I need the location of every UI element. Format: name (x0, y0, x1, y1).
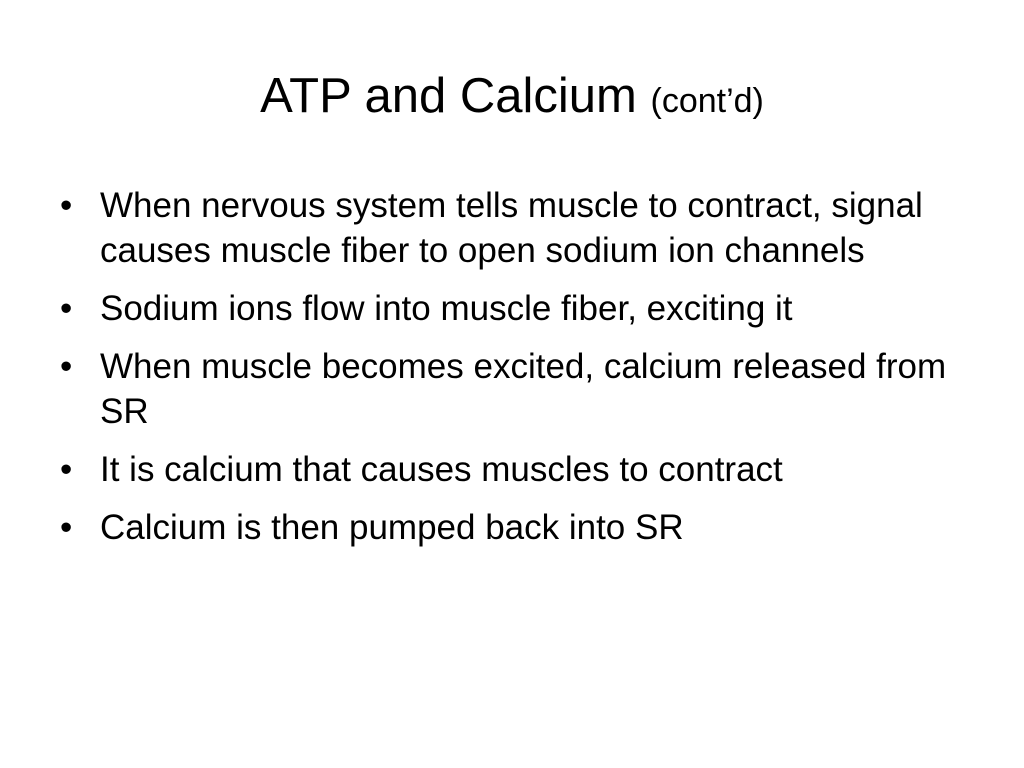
slide-title-main: ATP and Calcium (260, 69, 637, 123)
bullet-dot-icon: • (60, 450, 73, 489)
bullet-text: When nervous system tells muscle to contract, signal causes muscle fiber to open sodium ion channels (100, 186, 923, 270)
bullet-dot-icon: • (60, 347, 73, 386)
bullet-item (60, 286, 980, 331)
bullet-text: Sodium ions flow into muscle fiber, exciting it (100, 289, 793, 328)
bullet-item (60, 505, 980, 550)
bullet-item (60, 447, 980, 492)
bullet-text: When muscle becomes excited, calcium released from SR (100, 347, 947, 431)
bullet-text: Calcium is then pumped back into SR (100, 508, 684, 547)
slide-title-suffix: (cont’d) (650, 82, 764, 120)
bullet-dot-icon: • (60, 508, 73, 547)
bullet-item (60, 344, 980, 434)
bullet-dot-icon: • (60, 289, 73, 328)
bullet-dot-icon: • (60, 186, 73, 225)
bullet-text: It is calcium that causes muscles to contract (100, 450, 783, 489)
bullet-item (60, 183, 980, 273)
slide-title (0, 62, 1024, 135)
bullet-list (60, 183, 980, 563)
